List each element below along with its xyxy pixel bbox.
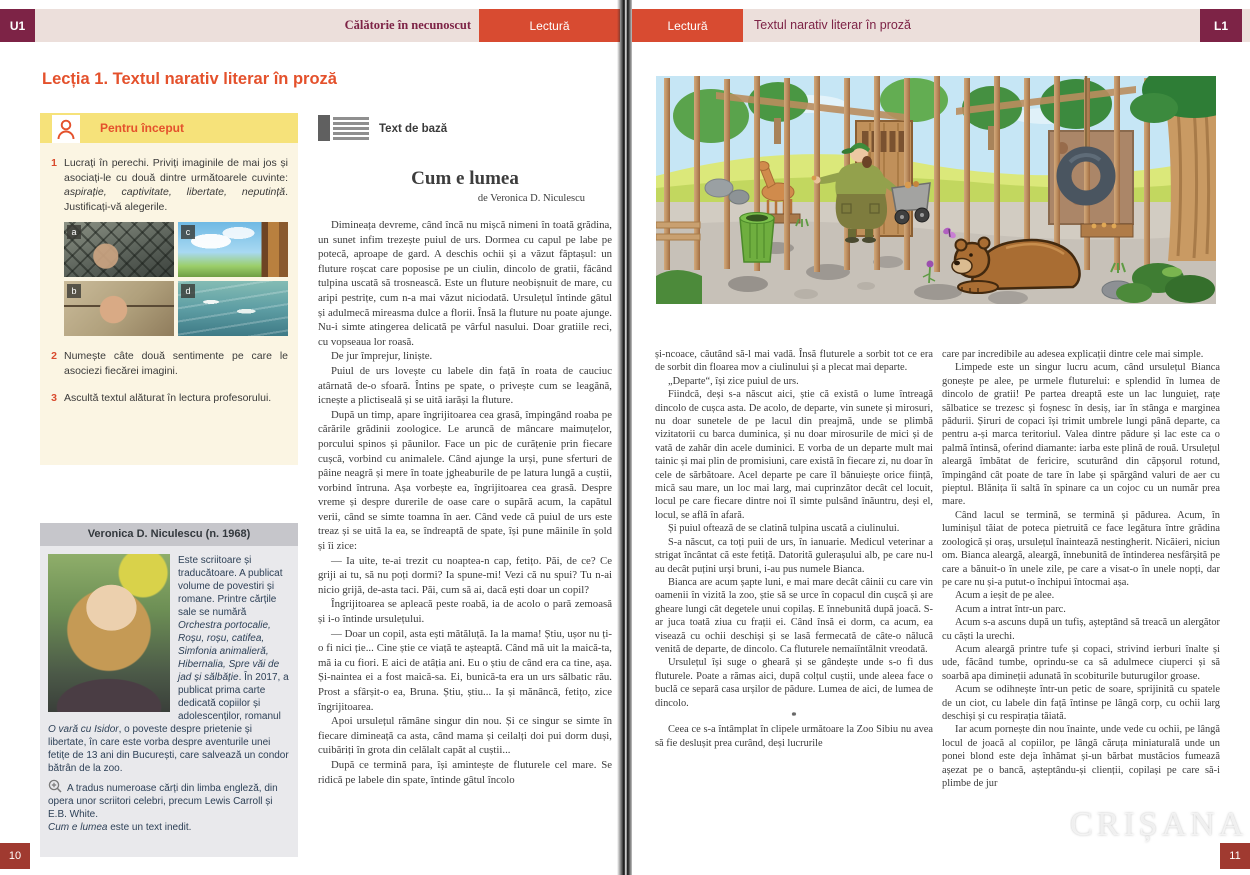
paragraph: Îngrijitoarea se apleacă peste roabă, ia de acolo o pară zemoasă și i-o întinde ursulețului. (318, 598, 612, 626)
exercise-item-2 (40, 349, 298, 378)
note-run-1: A tradus numeroase cărți din limba engleză, din opera unor scriitori celebri, precum Lewis Carroll și E.B. White. (48, 783, 278, 820)
item-number: 1 (51, 157, 57, 169)
bio-run-1: Este scriitoare și traducătoare. A publicat volume de povestiri și romane. Printre cărțile sale se numără (178, 555, 283, 618)
lesson-title: Lecția 1. Textul narativ literar în proză (42, 70, 337, 88)
paragraph: Limpede este un singur lucru acum, când ursulețul Bianca gonește pe alee, pe urmele fluturelui: e splendid în lumea de dincolo de gratii! Pe partea dreaptă este un lac lunguieț, rațe sălbatice se trezesc și foșnesc în desiș, iar în stânga e marginea pădurii. Șiruri de copaci își trimit umbrele lungi până departe, ca pentru a-și marca teritoriul. Valea dintre pădure și lac este ca o palmă întinsă, oferind diamante: iarba este plină de rouă. Ursulețul aleargă îmbătat de fericire, scuturând din căpșorul rotund, împingând cât poate de tare în labe și spărgând valuri de aer cu pieptul. Blănița îi saltă în spinare ca un cojoc cu un număr prea mare. (942, 362, 1220, 508)
text-de-baza-label (318, 115, 612, 142)
paragraph: Acum a ieșit de pe alee. (955, 590, 1055, 602)
item1-text-a: Lucrați în perechi. Priviți imaginile de mai jos și asociați-le cu două dintre următoarele cuvinte: (64, 157, 288, 184)
bio-book-isidor: O vară cu Isidor (48, 724, 119, 735)
bio-run-3: , o poveste despre prietenie și libertate, în care este vorba despre aventurile unei fetițe de 13 ani din București, care salvează un condor bătrân de la zoo. (48, 724, 289, 774)
page-number-left: 10 (0, 843, 30, 869)
paragraph: Apoi ursulețul rămâne singur din nou. Și ce singur se simte în fiecare dimineață ca asta, când mama și ceilalți doi pui dorm duși, cuibăriți în grota din celălalt capăt al cuștii... (318, 715, 612, 757)
publisher-watermark: CRIȘANA (1070, 806, 1248, 843)
paragraph: S-a născut, ca toți puii de urs, în ianuarie. Medicul veterinar a strigat încântat că este fetiță. Datorită gulerașului alb, pe care nu-l au decât puțini urși bruni, i-au pus numele Bianca. (655, 536, 933, 575)
pentru-inceput-header (40, 113, 298, 143)
story-byline: de Veronica D. Niculescu (477, 193, 585, 204)
item-text (64, 156, 288, 214)
lesson-tab: L1 (1200, 9, 1242, 42)
page-right (632, 0, 1250, 875)
paragraph: Și puiul oftează de se clatină tulpina uscată a ciulinului. (668, 523, 900, 535)
item1-text-c: . Justificați-vă alegerile. (64, 186, 288, 213)
person-icon (52, 115, 80, 143)
paragraph: Acum aleargă printre tufe și copaci, strivind ierburi înalte și ude, făcând tumbe, oprindu-se ca să adulmece ciuperci și să soarbă apa dimineții adunată în scobiturile buturugilor groase. (942, 643, 1220, 682)
story-text-right-col1 (655, 348, 933, 750)
paragraph: și-ncoace, căutând să-l mai vadă. Însă fluturele a sorbit tot ce era de sorbit din floarea mov a ciulinului și a plecat mai departe. (655, 349, 933, 374)
note-story-title: Cum e lumea (48, 822, 108, 833)
bio-book-titles: Orchestra portocalie, Roșu, roșu, catifea, Simfonia animalieră, Hibernalia, Spre văi de jad și sălbăție (178, 620, 280, 683)
unit-tab: U1 (0, 9, 35, 42)
author-bio-panel (40, 523, 298, 857)
paragraph: După un timp, apare îngrijitoarea cea grasă, împingând roaba pe cărările grădinii zoologice. Le aruncă de mâncare maimuțelor, porcului spinos și păunilor. Face un pic de curățenie prin fiecare cușcă, vorbind cu animalele. Când ajunge la urși, pune sferturi de pâine neagră și mere în toate jgheaburile de pe latura lungă a cuștii, vorbind întruna. Așa vorbește ea, îngrijitoarea cea grasă. Despre vreme și despre durerile de oase care o supără acum, la capătul verii, când se simte toamna în aer. Când vede că puiul de urs este treaz și se uită la ea, se îndreaptă de spate, își pune mâinile în șold și îi zice: (318, 408, 612, 553)
paragraph: Bianca are acum șapte luni, e mai mare decât câinii cu care vin oamenii în vizită la zoo, știe să se urce în copacul din cușcă și are gheare lungi cât degetele unui copilaș. E înnebunită după joacă. S-ar juca toată ziua cu frații ei. Când însă ei dorm, ca acum, ea visează cu ochii deschiși și se lasă fermecată de câte-o nălucă venită de departe, de dincolo. Ca fluturele nemaiîntâlnit vreodată. (655, 576, 933, 655)
running-title: Textul narativ literar în proză (754, 18, 912, 32)
paragraph-dialogue: — Ia uite, te-ai trezit cu noaptea-n cap, fetițo. Păi, de ce? Ce griji ai tu, să nu poți dormi? Ia spune-mi! Vezi că nu spui? Tu n-ai nicio grijă, de-asta taci. Păi, cum să ai, dacă ești doar un copil? (318, 554, 612, 596)
exercise-image-grid (64, 222, 288, 336)
image-d-birds-over-water (178, 281, 288, 336)
paragraph: După ce termină para, își amintește de fluturele cel mare. Se ridică pe labele din spate, întinde gâtul încolo (318, 758, 612, 786)
pentru-inceput-title: Pentru început (100, 121, 185, 135)
story-title: Cum e lumea (411, 168, 519, 189)
image-label-d: d (181, 284, 195, 298)
author-portrait-photo (48, 554, 170, 712)
paragraph: Ceea ce s-a întâmplat în clipele următoare la Zoo Sibiu nu avea să fie deslușit prea curând, deși lucrurile (655, 724, 933, 749)
paragraph: Ursulețul își suge o gheară și se gândește unde s-o fi dus fluturele. Poate a rămas aici, după colțul cuștii, unde aleea face o buclă ce separă casa urșilor de pădure. Lumea de aici, de lumea de dincolo. (655, 657, 933, 709)
author-note-text (48, 779, 290, 821)
paragraph: Puiul de urs lovește cu labele din față în roata de cauciuc atârnată de-o sfoară. Întins pe spate, o privește cum se leagănă, icnește a plictiseală și se uită iarăși la fluture. (318, 364, 612, 407)
image-label-a: a (67, 225, 81, 239)
paragraph: Când lacul se termină, se termină și pădurea. Acum, în luminișul tăiat de poteca pietruită ce face legătura între grădina zoologică și oraș, ursulețul înaintează nestingherit. Nicăieri, niciun om. Bianca aleargă, aleargă, înnebunită de întinderea nesfârșită pe care a bănuit-o în unele zile, pe care a visat-o în unele nopți, dar pe care nu și-a putut-o închipui întocmai așa. (942, 509, 1220, 588)
image-label-c: c (181, 225, 195, 239)
author-note-inedit (48, 821, 290, 834)
story-text-right-col2 (942, 348, 1220, 790)
item-text: Ascultă textul alăturat în lectura profesorului. (64, 392, 272, 404)
paragraph: care par incredibile au adesea explicații dintre cele mai simple. (942, 349, 1204, 360)
image-label-b: b (67, 284, 81, 298)
item-number: 2 (51, 350, 57, 362)
bio-run-2: . În 2017, a publicat prima carte dedicată copiilor și adolescenților, romanul (178, 672, 289, 722)
image-a-fence-hands (64, 222, 174, 277)
story-text-centre (318, 218, 612, 787)
magnifier-plus-icon (48, 779, 63, 794)
exercise-item-3 (40, 391, 298, 406)
paragraph: Iar acum pornește din nou înainte, unde vede cu ochii, pe lângă locul de joacă al copiilor, pe lângă căruța miniaturală unde un ponei blond este deja înhămat și-un bărbat mustăcios fumează așezat pe o bancă, așteptându-și clienții, copilași pe care să-i plimbe de jur (942, 724, 1220, 789)
paragraph: Acum se odihnește într-un petic de soare, sprijinită cu spatele de un ciot, cu labele din față întinse pe lângă corp, cu ochii larg deschiși și cu respirația tăiată. (942, 684, 1220, 722)
image-b-barbed-wire-hand (64, 281, 174, 336)
image-c-open-door-sky (178, 222, 288, 277)
paragraph: „Departe“, își zice puiul de urs. (668, 375, 799, 387)
author-bio-body (40, 546, 298, 840)
paragraph: Acum a intrat într-un parc. (955, 603, 1066, 615)
page-left (0, 0, 620, 875)
section-tab-lectura-left: Lectură (479, 9, 620, 42)
paragraph-dialogue: — Doar un copil, asta ești mătăluță. Ia la mama! Știu, ușor nu ți-o fi nici ție... Cine știe ce viață te așteaptă. Când mă uit la maică-ta, mă ia cu fiori. E aici de atâția ani. Eu o știu de când era ca tine, așa. Și-naintea ei a fost maică-sa. Ei, bunică-ta era un urs sălbatic rău. Prost a sfârșit-o ea, Bruna. Știu, știu... Ia și mănâncă, fetițo, zice îngrijitoarea. (318, 627, 612, 713)
paragraph: Acum s-a ascuns după un tufiș, așteptând să treacă un alergător cu căști la urechi. (942, 617, 1220, 642)
document-lines-icon (318, 115, 369, 142)
story-column (318, 115, 612, 787)
paragraph: De jur împrejur, liniște. (331, 350, 433, 363)
author-name: Veronica D. Niculescu (n. 1968) (40, 523, 298, 546)
zoo-illustration (656, 76, 1216, 304)
text-de-baza-text: Text de bază (379, 122, 448, 135)
paragraph: Dimineața devreme, când încă nu mișcă nimeni în toată grădina, un sunet infim trezește puiul de urs. Dormea cu capul pe labe pe potecă, aproape de gard. A deschis ochii și a văzut făptașul: un fluture roșcat care poposise pe un ciulin, dincolo de gratii, făcând tulpina uscată să trosnească. Este un fluture neobișnuit de mare, cu aripi pestrițe, cum n-a mai văzut niciodată. Ursulețul întinde gâtul și adulmecă mireasma dulce a florii. Însă la fluture nu poate ajunge. Nu-i simte atingerea delicată pe vârful nasului. Doar gratiile reci, cu vopseaua lor roasă. (318, 219, 612, 348)
pentru-inceput-panel (40, 113, 298, 465)
section-separator: * (791, 710, 797, 722)
item-text: Numește câte două sentimente pe care le asociezi fiecărei imagini. (64, 350, 288, 377)
item1-keywords: aspirație, captivitate, libertate, neputință (64, 186, 286, 198)
exercise-item-1 (40, 156, 298, 214)
section-tab-lectura-right: Lectură (632, 9, 743, 42)
paragraph: Fiindcă, deși s-a născut aici, știe că există o lume întreagă dincolo de cușca asta. De acolo, de departe, vin sunete și mirosuri, nu doar sunetele de pe lacul din preajmă, unde se plimbă vizitatorii cu barca duminica, și nu doar mirosurile de mici și de vată de zahăr din acele duminici. E vorba de un departe mult mai tainic și mai plin de promisiuni, care există în fiecare zi, nu doar în cele de sărbătoare. Acel departe pe care îl bănuiește orice ființă, mică sau mare, un loc mai larg, mai cuprinzător decât cel locuit, locul pe care fiecare dintre noi îl simte pulsând înăuntru, deși el, locul, se află în afară. (655, 389, 933, 521)
item-number: 3 (51, 392, 57, 404)
chapter-title: Călătorie în necunoscut (344, 18, 471, 32)
page-number-right: 11 (1220, 843, 1250, 869)
note-run-2: este un text inedit. (107, 822, 192, 833)
